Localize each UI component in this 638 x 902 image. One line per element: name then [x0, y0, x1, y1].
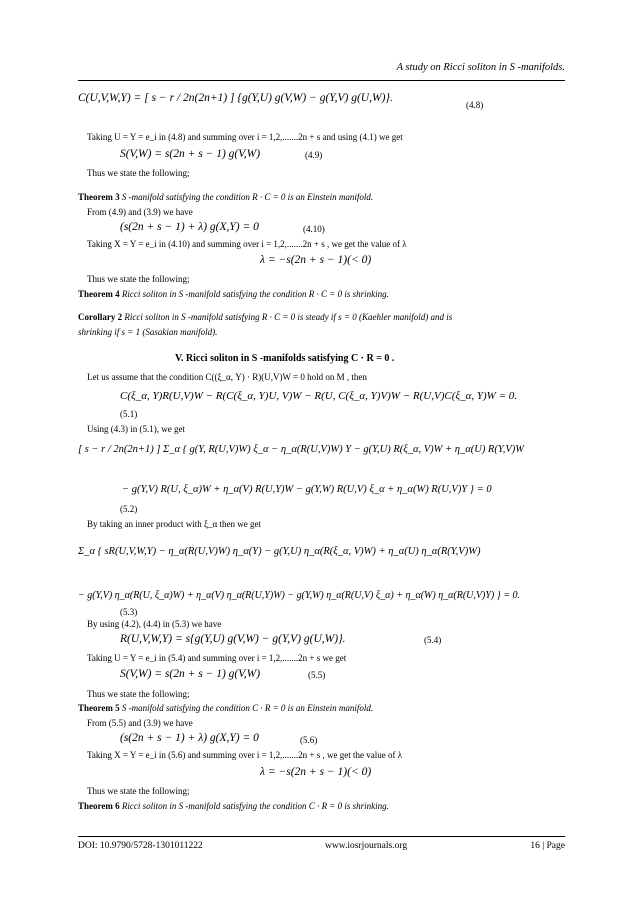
- text-line: Taking X = Y = e_i in (4.10) and summing over i = 1,2,.......2n + s , we get the value of λ: [87, 239, 407, 249]
- text-line: Using (4.3) in (5.1), we get: [87, 424, 185, 434]
- equation-4-8-number: (4.8): [466, 100, 484, 110]
- text-line: Taking U = Y = e_i in (5.4) and summing over i = 1,2,.......2n + s we get: [87, 653, 347, 663]
- equation-4-10: (s(2n + s − 1) + λ) g(X,Y) = 0: [120, 221, 259, 233]
- theorem-5-text: S -manifold satisfying the condition C · R = 0 is an Einstein manifold.: [119, 703, 374, 713]
- equation-4-8: [78, 92, 393, 104]
- text-line: Thus we state the following;: [87, 168, 190, 178]
- text-line: By using (4.2), (4.4) in (5.3) we have: [87, 619, 222, 629]
- text-line: Thus we state the following;: [87, 274, 190, 284]
- equation-5-4-number: (5.4): [424, 635, 442, 645]
- equation-5-3-line-2: − g(Y,V) η_α(R(U, ξ_α)W) + η_α(V) η_α(R(U,Y)W) − g(Y,W) η_α(R(U,V) ξ_α) + η_α(W) η_α(R(U,V)Y) } = 0.: [78, 590, 520, 601]
- theorem-6-text: Ricci soliton in S -manifold satisfying the condition C · R = 0 is shrinking.: [119, 801, 389, 811]
- equation-4-9: S(V,W) = s(2n + s − 1) g(V,W): [120, 148, 261, 160]
- text-line: Taking U = Y = e_i in (4.8) and summing over i = 1,2,.......2n + s and using (4.1) we get: [87, 132, 403, 142]
- theorem-3-text: S -manifold satisfying the condition R · C = 0 is an Einstein manifold.: [119, 192, 374, 202]
- equation-5-1-number: (5.1): [120, 409, 138, 419]
- corollary-2-label: Corollary 2: [78, 312, 123, 322]
- footer-rule: [78, 836, 565, 837]
- equation-4-9-number: (4.9): [305, 150, 323, 160]
- text-line: From (4.9) and (3.9) we have: [87, 207, 193, 217]
- theorem-5-label: Theorem 5: [78, 703, 120, 713]
- section-title: V. Ricci soliton in S -manifolds satisfying C · R = 0 .: [175, 353, 395, 364]
- text-line: Thus we state the following;: [87, 689, 190, 699]
- theorem-6: [78, 801, 389, 811]
- equation-lambda: λ = −s(2n + s − 1)(< 0): [260, 254, 372, 266]
- equation-5-2-number: (5.2): [120, 504, 138, 514]
- equation-5-3-number: (5.3): [120, 607, 138, 617]
- equation-5-5-number: (5.5): [308, 670, 326, 680]
- theorem-6-label: Theorem 6: [78, 801, 120, 811]
- text-line: Taking X = Y = e_i in (5.6) and summing over i = 1,2,.......2n + s , we get the value of λ: [87, 750, 403, 760]
- equation-4-10-number: (4.10): [303, 224, 325, 234]
- equation-5-5: S(V,W) = s(2n + s − 1) g(V,W): [120, 668, 261, 680]
- footer-page-number: 16 | Page: [530, 841, 565, 851]
- theorem-4: [78, 289, 389, 299]
- equation-5-4: R(U,V,W,Y) = s{g(Y,U) g(V,W) − g(Y,V) g(U,W)}.: [120, 633, 346, 645]
- text-line: From (5.5) and (3.9) we have: [87, 718, 193, 728]
- header-rule: [78, 80, 565, 81]
- theorem-3-label: Theorem 3: [78, 192, 120, 202]
- text-line: Thus we state the following;: [87, 786, 190, 796]
- text-line: By taking an inner product with ξ_α then we get: [87, 519, 261, 529]
- corollary-2: [78, 312, 452, 322]
- equation-5-1: C(ξ_α, Y)R(U,V)W − R(C(ξ_α, Y)U, V)W − R(U, C(ξ_α, Y)V)W − R(U,V)C(ξ_α, Y)W = 0.: [120, 390, 517, 402]
- equation-4-8-text: C(U,V,W,Y) = [ s − r / 2n(2n+1) ] {g(Y,U) g(V,W) − g(Y,V) g(U,W)}.: [78, 92, 393, 104]
- footer-website[interactable]: www.iosrjournals.org: [325, 841, 408, 851]
- equation-lambda-2: λ = −s(2n + s − 1)(< 0): [260, 766, 372, 778]
- running-header: A study on Ricci soliton in S -manifolds.: [396, 62, 565, 73]
- theorem-3: [78, 192, 373, 202]
- equation-5-6: (s(2n + s − 1) + λ) g(X,Y) = 0: [120, 732, 259, 744]
- equation-5-3-line-1: Σ_α { sR(U,V,W,Y) − η_α(R(U,V)W) η_α(Y) − g(Y,U) η_α(R(ξ_α, V)W) + η_α(U) η_α(R(Y,V)W): [78, 546, 481, 557]
- corollary-2-continued: shrinking if s = 1 (Sasakian manifold).: [78, 327, 218, 337]
- equation-5-6-number: (5.6): [300, 735, 318, 745]
- theorem-5: [78, 703, 373, 713]
- theorem-4-text: Ricci soliton in S -manifold satisfying the condition R · C = 0 is shrinking.: [119, 289, 389, 299]
- theorem-4-label: Theorem 4: [78, 289, 120, 299]
- equation-5-2-line-2: − g(Y,V) R(U, ξ_α)W + η_α(V) R(U,Y)W − g(Y,W) R(U,V) ξ_α + η_α(W) R(U,V)Y } = 0: [122, 484, 492, 495]
- corollary-2-text: Ricci soliton in S -manifold satisfying R · C = 0 is steady if s = 0 (Kaehler manifold) and is: [122, 312, 453, 322]
- equation-5-2-line-1: [ s − r / 2n(2n+1) ] Σ_α { g(Y, R(U,V)W) ξ_α − η_α(R(U,V)W) Y − g(Y,U) R(ξ_α, V)W + η_α(U) R(Y,V)W: [78, 444, 525, 455]
- footer-doi: DOI: 10.9790/5728-1301011222: [78, 841, 203, 851]
- text-line: Let us assume that the condition C((ξ_α, Y) · R)(U,V)W = 0 hold on M , then: [87, 372, 367, 382]
